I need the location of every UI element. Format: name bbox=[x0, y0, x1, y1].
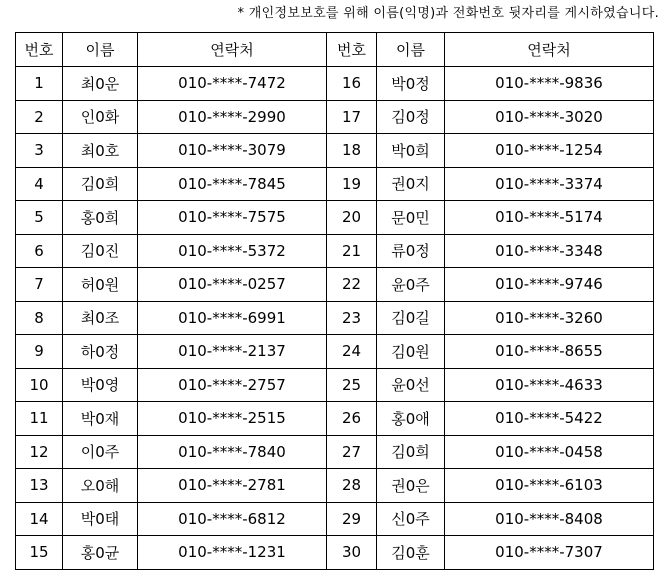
contact-cell: 010-****-9746 bbox=[445, 268, 654, 302]
name-cell: 권0지 bbox=[377, 167, 445, 201]
name-cell: 홍0희 bbox=[63, 201, 138, 235]
name-cell: 최0호 bbox=[63, 134, 138, 168]
contact-cell: 010-****-0257 bbox=[138, 268, 327, 302]
name-cell: 김0훈 bbox=[377, 536, 445, 570]
privacy-notice: * 개인정보보호를 위해 이름(익명)과 전화번호 뒷자리를 게시하였습니다. bbox=[237, 6, 659, 21]
header-number-left: 번호 bbox=[16, 33, 63, 67]
table-row bbox=[16, 335, 654, 369]
number-cell: 13 bbox=[16, 469, 63, 503]
header-number-right: 번호 bbox=[327, 33, 377, 67]
table-row bbox=[16, 536, 654, 570]
name-cell: 문0민 bbox=[377, 201, 445, 235]
contact-cell: 010-****-9836 bbox=[445, 67, 654, 101]
table-row bbox=[16, 234, 654, 268]
contact-cell: 010-****-3260 bbox=[445, 301, 654, 335]
contact-cell: 010-****-7472 bbox=[138, 67, 327, 101]
table-row bbox=[16, 268, 654, 302]
header-name-left: 이름 bbox=[63, 33, 138, 67]
number-cell: 26 bbox=[327, 402, 377, 436]
contact-cell: 010-****-5422 bbox=[445, 402, 654, 436]
contact-cell: 010-****-2515 bbox=[138, 402, 327, 436]
header-contact-left: 연락처 bbox=[138, 33, 327, 67]
table-row bbox=[16, 134, 654, 168]
number-cell: 21 bbox=[327, 234, 377, 268]
number-cell: 7 bbox=[16, 268, 63, 302]
contact-cell: 010-****-7845 bbox=[138, 167, 327, 201]
contact-cell: 010-****-2137 bbox=[138, 335, 327, 369]
table-header bbox=[16, 33, 654, 67]
table-row bbox=[16, 67, 654, 101]
number-cell: 23 bbox=[327, 301, 377, 335]
contact-cell: 010-****-2757 bbox=[138, 368, 327, 402]
contact-cell: 010-****-8655 bbox=[445, 335, 654, 369]
number-cell: 12 bbox=[16, 435, 63, 469]
name-cell: 최0조 bbox=[63, 301, 138, 335]
name-cell: 이0주 bbox=[63, 435, 138, 469]
contact-cell: 010-****-6812 bbox=[138, 502, 327, 536]
name-cell: 박0영 bbox=[63, 368, 138, 402]
contact-cell: 010-****-6103 bbox=[445, 469, 654, 503]
name-cell: 윤0선 bbox=[377, 368, 445, 402]
contact-cell: 010-****-7307 bbox=[445, 536, 654, 570]
contact-cell: 010-****-8408 bbox=[445, 502, 654, 536]
number-cell: 5 bbox=[16, 201, 63, 235]
number-cell: 9 bbox=[16, 335, 63, 369]
contact-cell: 010-****-0458 bbox=[445, 435, 654, 469]
name-cell: 김0희 bbox=[377, 435, 445, 469]
table-row bbox=[16, 201, 654, 235]
name-cell: 류0정 bbox=[377, 234, 445, 268]
name-cell: 홍0애 bbox=[377, 402, 445, 436]
contact-cell: 010-****-1231 bbox=[138, 536, 327, 570]
number-cell: 17 bbox=[327, 100, 377, 134]
contact-cell: 010-****-6991 bbox=[138, 301, 327, 335]
number-cell: 4 bbox=[16, 167, 63, 201]
number-cell: 22 bbox=[327, 268, 377, 302]
table-row bbox=[16, 368, 654, 402]
name-cell: 김0정 bbox=[377, 100, 445, 134]
table-row bbox=[16, 301, 654, 335]
contact-cell: 010-****-4633 bbox=[445, 368, 654, 402]
table-row bbox=[16, 100, 654, 134]
name-cell: 하0정 bbox=[63, 335, 138, 369]
name-cell: 김0진 bbox=[63, 234, 138, 268]
contact-cell: 010-****-2781 bbox=[138, 469, 327, 503]
number-cell: 11 bbox=[16, 402, 63, 436]
number-cell: 1 bbox=[16, 67, 63, 101]
name-cell: 인0화 bbox=[63, 100, 138, 134]
table-row bbox=[16, 469, 654, 503]
contact-cell: 010-****-7840 bbox=[138, 435, 327, 469]
number-cell: 16 bbox=[327, 67, 377, 101]
table-row bbox=[16, 435, 654, 469]
header-name-right: 이름 bbox=[377, 33, 445, 67]
table-body bbox=[16, 67, 654, 570]
contact-cell: 010-****-3079 bbox=[138, 134, 327, 168]
winner-table bbox=[15, 32, 654, 570]
contact-cell: 010-****-5372 bbox=[138, 234, 327, 268]
contact-cell: 010-****-3348 bbox=[445, 234, 654, 268]
number-cell: 8 bbox=[16, 301, 63, 335]
name-cell: 박0태 bbox=[63, 502, 138, 536]
number-cell: 19 bbox=[327, 167, 377, 201]
name-cell: 김0원 bbox=[377, 335, 445, 369]
name-cell: 오0해 bbox=[63, 469, 138, 503]
name-cell: 홍0균 bbox=[63, 536, 138, 570]
name-cell: 김0희 bbox=[63, 167, 138, 201]
name-cell: 허0원 bbox=[63, 268, 138, 302]
number-cell: 20 bbox=[327, 201, 377, 235]
table-row bbox=[16, 167, 654, 201]
number-cell: 30 bbox=[327, 536, 377, 570]
number-cell: 10 bbox=[16, 368, 63, 402]
number-cell: 24 bbox=[327, 335, 377, 369]
number-cell: 15 bbox=[16, 536, 63, 570]
contact-cell: 010-****-3374 bbox=[445, 167, 654, 201]
name-cell: 김0길 bbox=[377, 301, 445, 335]
name-cell: 윤0주 bbox=[377, 268, 445, 302]
contact-cell: 010-****-7575 bbox=[138, 201, 327, 235]
name-cell: 박0정 bbox=[377, 67, 445, 101]
contact-cell: 010-****-3020 bbox=[445, 100, 654, 134]
name-cell: 박0희 bbox=[377, 134, 445, 168]
number-cell: 6 bbox=[16, 234, 63, 268]
number-cell: 29 bbox=[327, 502, 377, 536]
contact-cell: 010-****-5174 bbox=[445, 201, 654, 235]
name-cell: 최0운 bbox=[63, 67, 138, 101]
contact-cell: 010-****-1254 bbox=[445, 134, 654, 168]
number-cell: 18 bbox=[327, 134, 377, 168]
number-cell: 28 bbox=[327, 469, 377, 503]
table-row bbox=[16, 402, 654, 436]
number-cell: 14 bbox=[16, 502, 63, 536]
number-cell: 25 bbox=[327, 368, 377, 402]
name-cell: 신0주 bbox=[377, 502, 445, 536]
number-cell: 27 bbox=[327, 435, 377, 469]
header-row bbox=[16, 33, 654, 67]
number-cell: 2 bbox=[16, 100, 63, 134]
header-contact-right: 연락처 bbox=[445, 33, 654, 67]
name-cell: 박0재 bbox=[63, 402, 138, 436]
number-cell: 3 bbox=[16, 134, 63, 168]
table-row bbox=[16, 502, 654, 536]
name-cell: 권0은 bbox=[377, 469, 445, 503]
contact-cell: 010-****-2990 bbox=[138, 100, 327, 134]
